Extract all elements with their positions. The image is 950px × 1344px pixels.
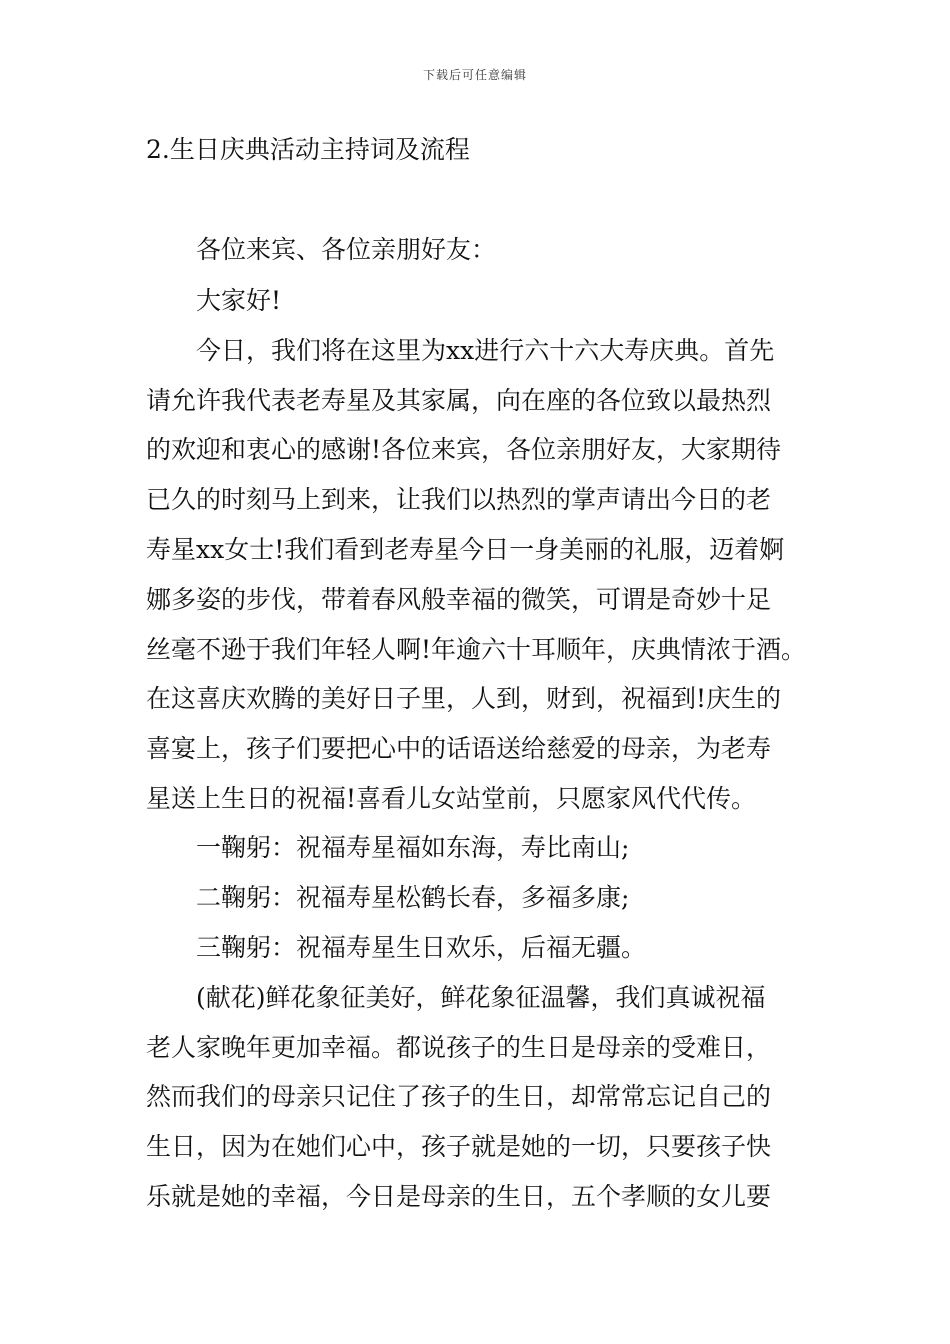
- paragraph-line: 喜宴上，孩子们要把心中的话语送给慈爱的母亲，为老寿: [146, 734, 772, 763]
- paragraph-line: 乐就是她的幸福，今日是母亲的生日，五个孝顺的女儿要: [146, 1182, 772, 1211]
- bow-line-2: 二鞠躬：祝福寿星松鹤长春，多福多康;: [196, 883, 630, 912]
- document-title: 2.生日庆典活动主持词及流程: [146, 135, 470, 164]
- paragraph-line: 已久的时刻马上到来，让我们以热烈的掌声请出今日的老: [146, 485, 772, 514]
- bow-line-1: 一鞠躬：祝福寿星福如东海，寿比南山;: [196, 833, 630, 862]
- bow-line-3: 三鞠躬：祝福寿星生日欢乐，后福无疆。: [196, 933, 647, 962]
- paragraph-line: 老人家晚年更加幸福。都说孩子的生日是母亲的受难日，: [146, 1033, 772, 1062]
- salutation-line: 各位来宾、各位亲朋好友：: [196, 235, 497, 264]
- page-header-note: 下载后可任意编辑: [422, 68, 527, 82]
- paragraph-line: 请允许我代表老寿星及其家属，向在座的各位致以最热烈: [146, 386, 772, 415]
- paragraph-line: 生日，因为在她们心中，孩子就是她的一切，只要孩子快: [146, 1132, 772, 1161]
- paragraph-line: 的欢迎和衷心的感谢!各位来宾，各位亲朋好友，大家期待: [146, 435, 782, 464]
- paragraph-line: 丝毫不逊于我们年轻人啊!年逾六十耳顺年，庆典情浓于酒。: [146, 635, 807, 664]
- paragraph-line: 娜多姿的步伐，带着春风般幸福的微笑，可谓是奇妙十足: [146, 585, 772, 614]
- paragraph-line: 今日，我们将在这里为xx进行六十六大寿庆典。首先: [196, 336, 775, 365]
- paragraph-line: 然而我们的母亲只记住了孩子的生日，却常常忘记自己的: [146, 1082, 772, 1111]
- paragraph-line: 星送上生日的祝福!喜看儿女站堂前，只愿家风代代传。: [146, 784, 757, 813]
- greeting-line: 大家好!: [196, 286, 282, 315]
- paragraph-line: (献花)鲜花象征美好，鲜花象征温馨，我们真诚祝福: [196, 983, 766, 1012]
- paragraph-line: 在这喜庆欢腾的美好日子里，人到，财到，祝福到!庆生的: [146, 684, 782, 713]
- paragraph-line: 寿星xx女士!我们看到老寿星今日一身美丽的礼服，迈着婀: [146, 535, 785, 564]
